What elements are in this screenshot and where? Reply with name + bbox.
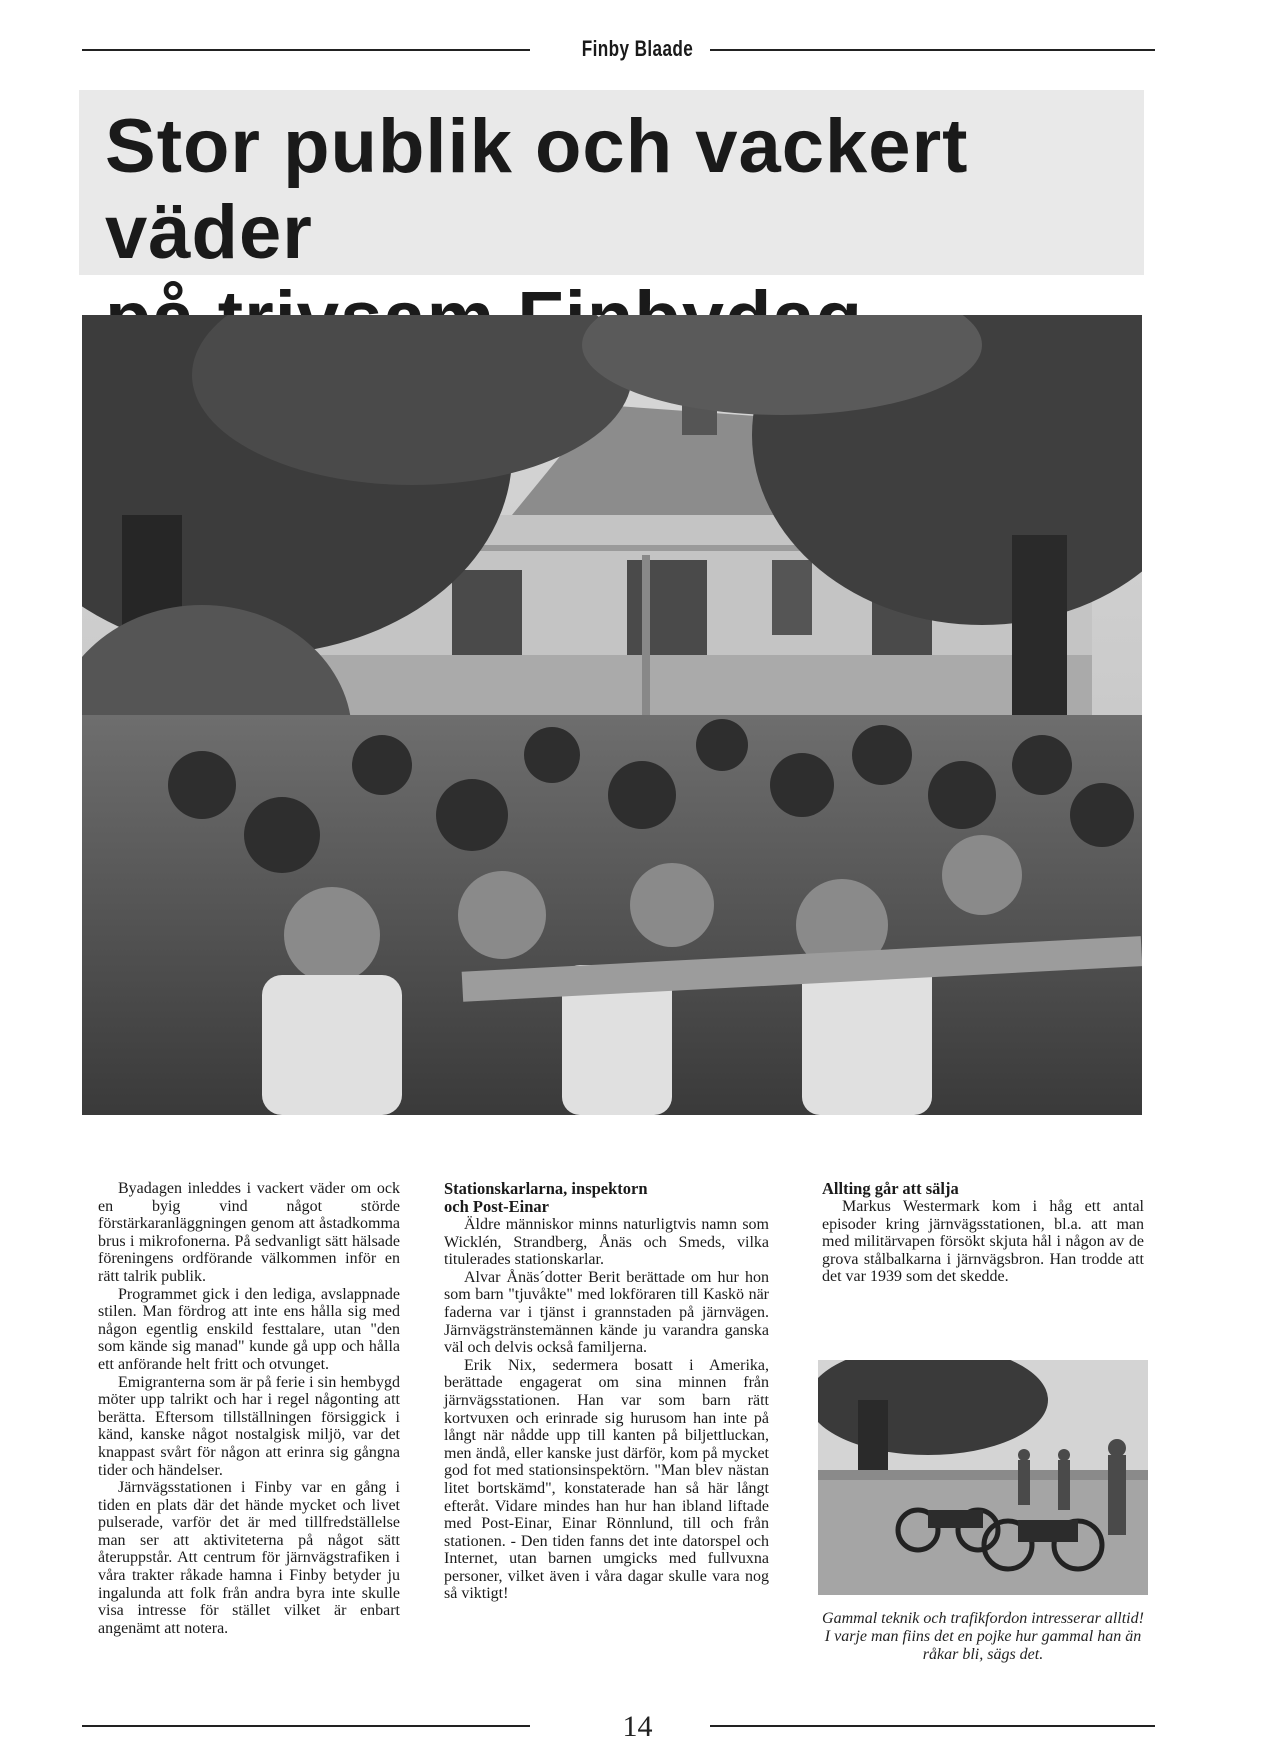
column2-paragraph-1: Äldre människor minns naturligtvis namn som Wicklén, Strandberg, Ånäs och Smeds, vilka titulerades stationskarlar. — [444, 1216, 769, 1269]
column1-paragraph-3: Emigranterna som är på ferie i sin hembygd möter upp talrikt och har i regel någonting att berätta. Eftersom tillställningen försiggick i känd, kanske något nostalgisk miljö, var det knappast svårt för någon att erinra sig gångna tider och händelser. — [98, 1373, 400, 1479]
column2-heading — [444, 1180, 769, 1216]
column1-paragraph-1: Byadagen inleddes i vackert väder om ock en byig vind något störde förstärkaranläggningen genom att åstadkomma brus i mikrofonerna. På sedvanligt sätt hälsade föreningens ordförande välkommen inför en rätt talrik publik. — [98, 1180, 400, 1285]
masthead: Finby Blaade — [581, 36, 694, 61]
column2-paragraph-2: Alvar Ånäs´dotter Berit berättade om hur hon som barn "tjuvåkte" med lokföraren till Kaskö när faderna var i tjänst i grannstaden på järnvägen. Järnvägstränstemännen kände ju varandra ganska väl och delvis också familjerna. — [444, 1268, 769, 1357]
page-number: 14 — [622, 1710, 653, 1743]
photo-caption: Gammal teknik och trafikfordon intresserar alltid! I varje man fiins det en pojke hur gammal han än råkar bli, sägs det. — [822, 1610, 1144, 1663]
column3-heading: Allting går att sälja — [822, 1179, 959, 1198]
article-column-2 — [444, 1180, 769, 1603]
motorcycle-photo — [818, 1360, 1148, 1595]
column1-paragraph-2: Programmet gick i den lediga, avslappnade stilen. Man fördrog att inte ens hålla sig med någon egentlig enskild festtalare, utan "den som kände sig manad" kunde gå upp och hålla ett anförande helt fritt och otvunget. — [98, 1285, 400, 1373]
column3-paragraph-1: Markus Westermark kom i håg ett antal episoder kring järnvägsstationen, bl.a. att man med militärvapen försökt skjuta hål i någon av de grova stålbalkarna i järnvägsbron. Han trodde att det var 1939 som det skedde. — [822, 1198, 1144, 1286]
headline-line-1: Stor publik och vackert väder — [105, 104, 969, 275]
column1-paragraph-4: Järnvägsstationen i Finby var en gång i tiden en plats där det hände mycket och livet pulserade, varför det är med tillfredställelse man ser att aktiviteterna på något sätt återuppstår. Att centrum för järnvägstrafiken i våra trakter råkade hamna i Finby betyder ju ingalunda att folk från andra byra inte skulle visa intresse för stället vilket är enbart angenämt att notera. — [98, 1479, 400, 1637]
article-column-1 — [98, 1180, 400, 1637]
column2-heading-line-2: och Post-Einar — [444, 1197, 549, 1216]
column2-heading-line-1: Stationskarlarna, inspektorn — [444, 1179, 648, 1198]
column2-paragraph-3: Erik Nix, sedermera bosatt i Amerika, berättade engagerat om sina minnen från järnvägsstationen. Han var som barn rätt kortvuxen och erinrade sig hurusom han inte på långt när nådde upp till kanten på biljettluckan, men ändå, eller kanske just därför, kom på mycket god fot med stationsinspektörn. "Man blev nästan litet bortskämd", konstaterade han så här långt efteråt. Vidare mindes han hur han ibland liftade med Post-Einar, Einar Rönnlund, till och från stationen. - Den tiden fanns det inte datorspel och Internet, utan barnen umgicks med fullvuxna personer, vilket även i våra dagar skulle vara nog så viktigt! — [444, 1356, 769, 1603]
main-photo — [82, 315, 1142, 1115]
article-column-3 — [822, 1180, 1144, 1286]
